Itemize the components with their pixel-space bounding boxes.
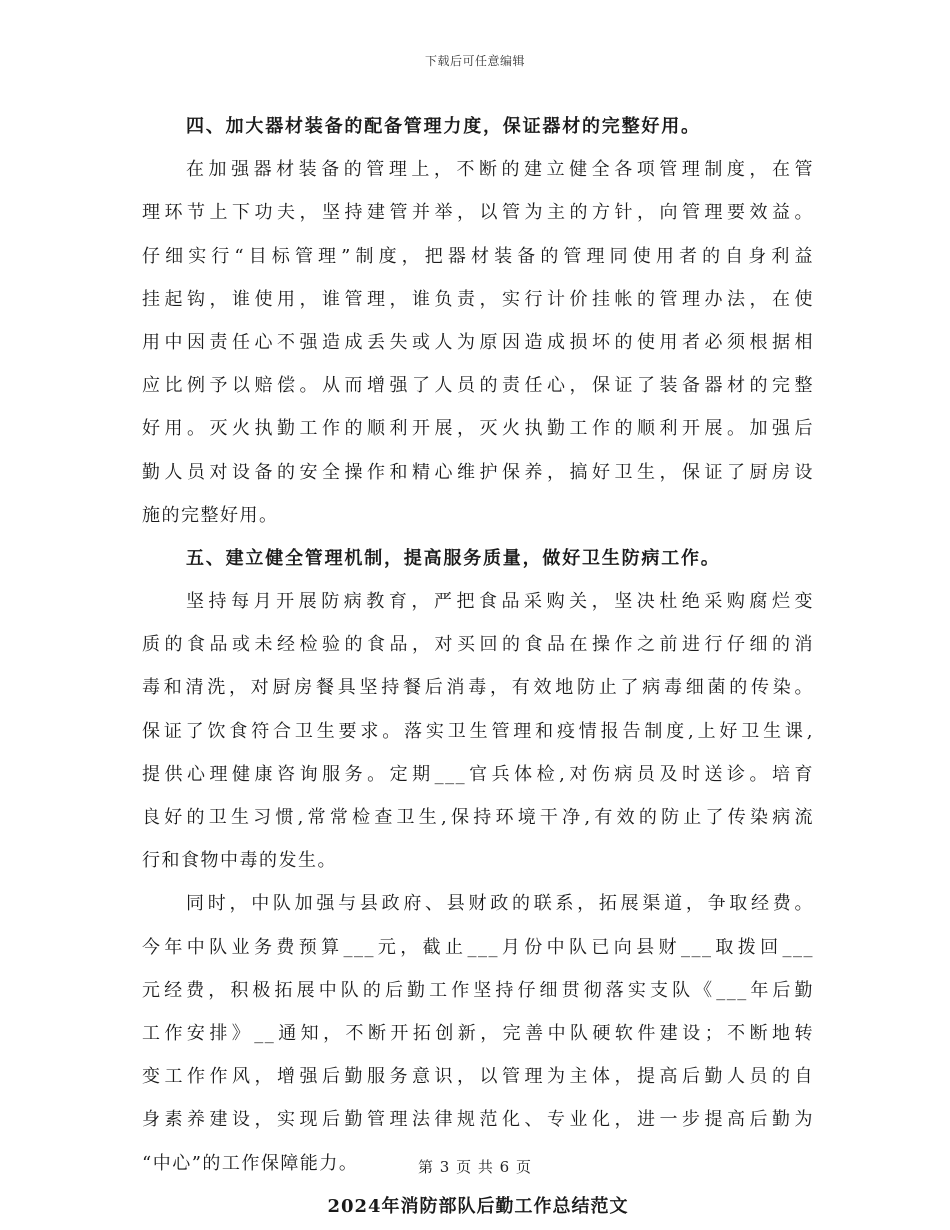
paragraph-line: 好用。灭火执勤工作的顺利开展，灭火执勤工作的顺利开展。加强后 xyxy=(142,418,814,440)
document-title: 2024年消防部队后勤工作总结范文 xyxy=(327,1195,629,1217)
document-body xyxy=(142,105,814,1228)
section-heading-5: 五、建立健全管理机制，提高服务质量，做好卫生防病工作。 xyxy=(186,547,721,569)
paragraph-line: 良好的卫生习惯,常常检查卫生,保持环境干净,有效的防止了传染病流 xyxy=(142,807,814,828)
paragraph-line: 勤人员对设备的安全操作和精心维护保养，搞好卫生，保证了厨房设 xyxy=(142,461,814,483)
section-heading-4: 四、加大器材装备的配备管理力度，保证器材的完整好用。 xyxy=(186,116,701,137)
paragraph-line: “中心”的工作保障能力。 xyxy=(142,1152,359,1174)
page-footer: 第 3 页 共 6 页 xyxy=(418,1158,532,1176)
paragraph-line: 理环节上下功夫，坚持建管并举，以管为主的方针，向管理要效益。 xyxy=(142,202,814,224)
paragraph-line: 质的食品或未经检验的食品，对买回的食品在操作之前进行仔细的消 xyxy=(142,634,814,656)
paragraph-line: 身素养建设，实现后勤管理法律规范化、专业化，进一步提高后勤为 xyxy=(142,1109,814,1131)
paragraph-line: 挂起钩，谁使用，谁管理，谁负责，实行计价挂帐的管理办法，在使 xyxy=(142,288,814,310)
paragraph-line: 提供心理健康咨询服务。定期___官兵体检,对伤病员及时送诊。培育 xyxy=(142,763,814,785)
paragraph-line: 保证了饮食符合卫生要求。落实卫生管理和疫情报告制度,上好卫生课, xyxy=(142,720,814,742)
paragraph-line: 施的完整好用。 xyxy=(142,504,279,526)
paragraph-line: 用中因责任心不强造成丢失或人为原因造成损坏的使用者必须根据相 xyxy=(142,331,814,353)
paragraph-line: 毒和清洗，对厨房餐具坚持餐后消毒，有效地防止了病毒细菌的传染。 xyxy=(142,677,814,699)
page-header: 下载后可任意编辑 xyxy=(424,54,525,68)
paragraph-line: 坚持每月开展防病教育，严把食品采购关，坚决杜绝采购腐烂变 xyxy=(186,591,814,613)
paragraph-line: 在加强器材装备的管理上，不断的建立健全各项管理制度，在管 xyxy=(186,159,814,181)
paragraph-line: 变工作作风，增强后勤服务意识，以管理为主体，提高后勤人员的自 xyxy=(142,1066,814,1088)
paragraph-line: 同时，中队加强与县政府、县财政的联系，拓展渠道，争取经费。 xyxy=(186,893,814,915)
paragraph-line: 仔细实行“目标管理”制度，把器材装备的管理同使用者的自身利益 xyxy=(142,245,814,267)
paragraph-line: 行和食物中毒的发生。 xyxy=(142,850,337,872)
paragraph-line: 今年中队业务费预算___元，截止___月份中队已向县财___取拨回___ xyxy=(142,936,814,958)
paragraph-line: 应比例予以赔偿。从而增强了人员的责任心，保证了装备器材的完整 xyxy=(142,375,814,397)
paragraph-line: 工作安排》__通知，不断开拓创新，完善中队硬软件建设；不断地转 xyxy=(142,1022,814,1044)
paragraph-line: 元经费，积极拓展中队的后勤工作坚持仔细贯彻落实支队《___年后勤 xyxy=(142,979,814,1001)
